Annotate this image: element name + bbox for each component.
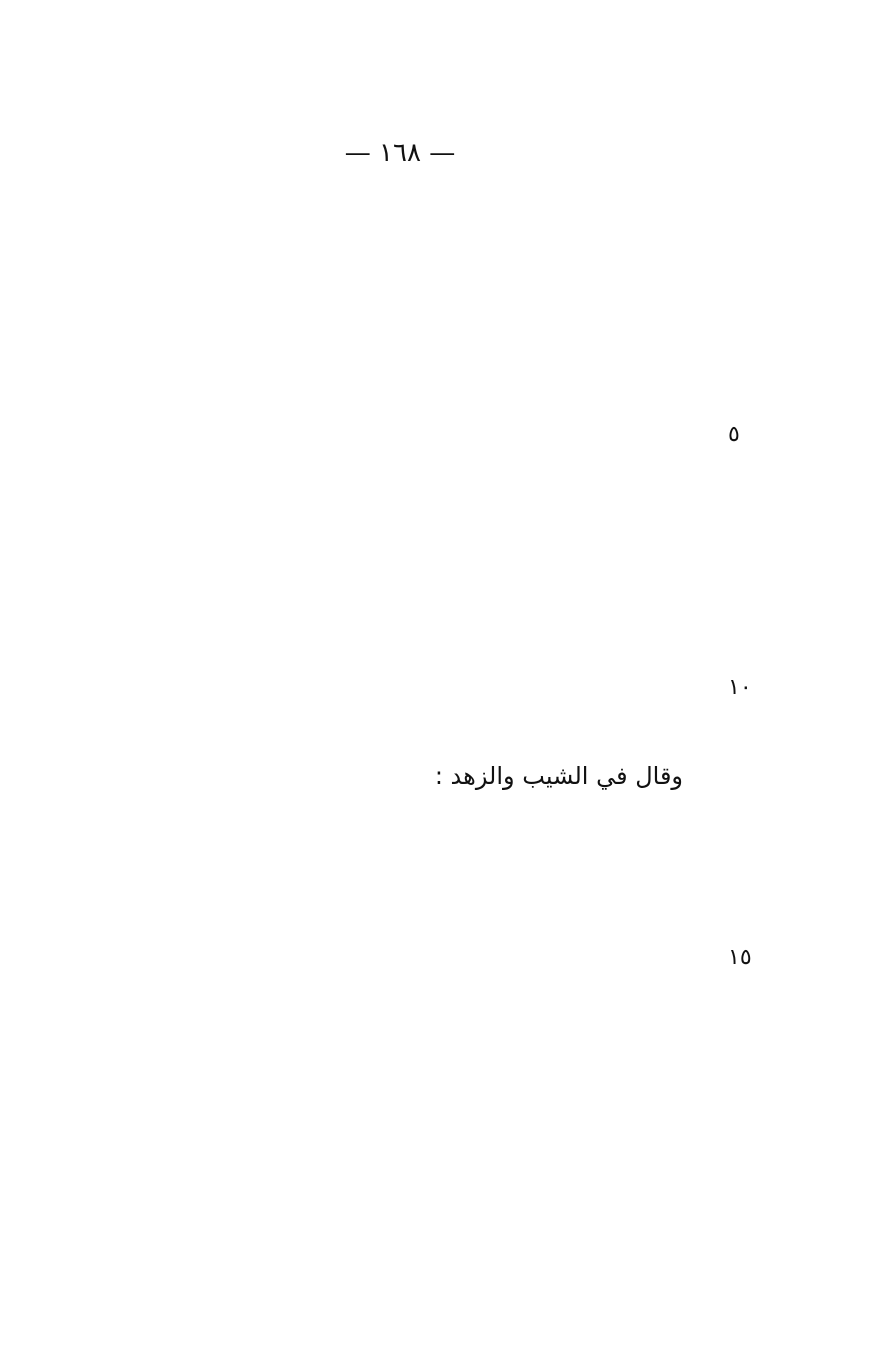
line-number-marker: ١٠ [728,675,752,700]
line-number-marker: ١٥ [728,945,752,970]
line-number-marker: ٥ [728,422,740,447]
section-heading: وقال في الشيب والزهد : [434,762,683,790]
page-number: — ١٦٨ — [344,138,456,168]
